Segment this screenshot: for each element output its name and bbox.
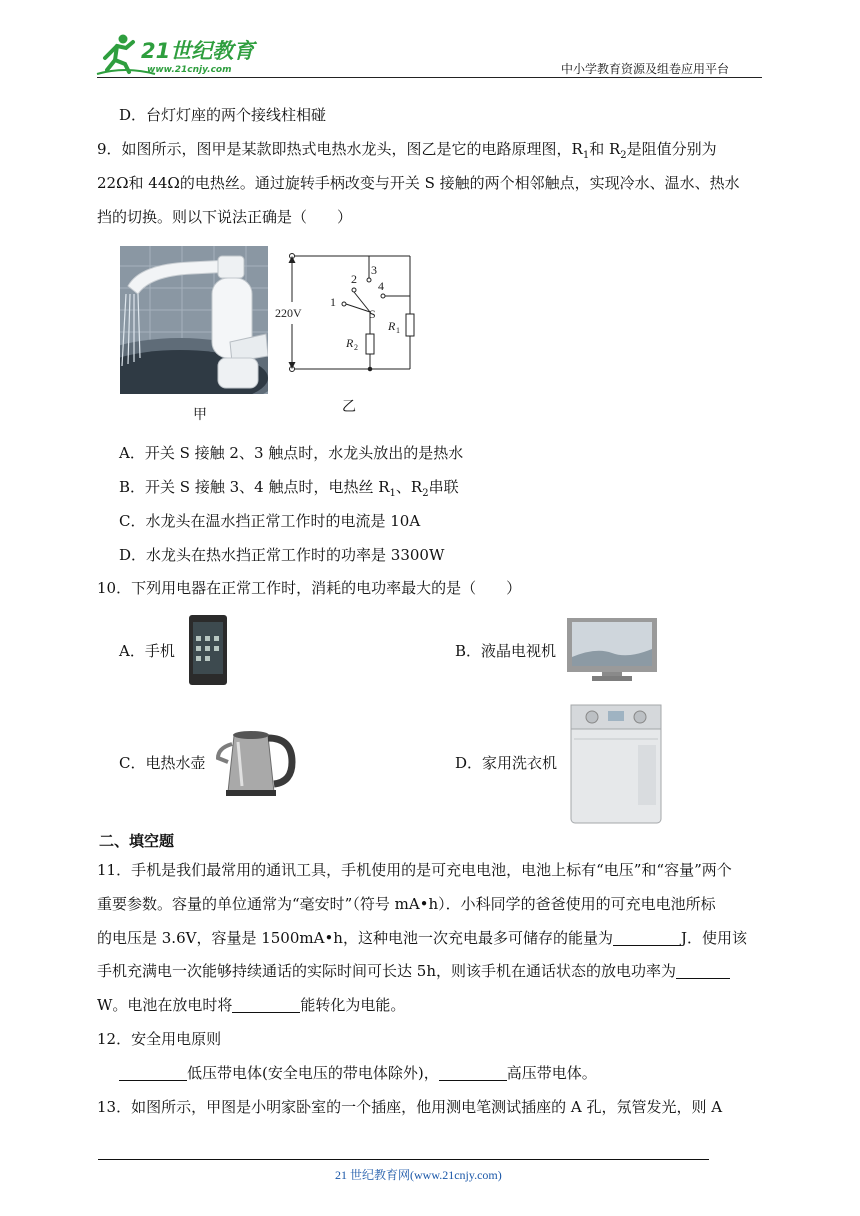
q13-line1: 13．如图所示，甲图是小明家卧室的一个插座，他用测电笔测试插座的 A 孔，氖管发光，则 A [97,1098,723,1116]
q10-option-d: D．家用洗衣机 [455,754,558,772]
footer-text[interactable]: 21 世纪教育网(www.21cnjy.com) [335,1168,502,1182]
switch-s-label: S [369,307,376,321]
q10-stem: 10．下列用电器在正常工作时，消耗的电功率最大的是（ ） [97,579,522,597]
contact-3-label: 3 [371,263,377,277]
q11-blank-1[interactable] [613,929,681,946]
q11-line3: 的电压是 3.6V，容量是 1500mA•h，这种电池一次充电最多可储存的能量为 J．使用该 [97,929,747,947]
r2-sub: 2 [354,343,358,352]
figure-yi-label: 乙 [342,399,356,415]
q9-option-d: D．水龙头在热水挡正常工作时的功率是 3300W [119,546,445,564]
q9-line2: 22Ω和 44Ω的电热丝。通过旋转手柄改变与开关 S 接触的两个相邻触点，实现冷水、温水、热水 [97,174,740,192]
circuit-diagram [270,246,420,376]
q9-line3: 挡的切换。则以下说法正确是（ ） [97,208,353,226]
contact-4-label: 4 [378,279,384,293]
q11-line5: W。电池在放电时将 能转化为电能。 [97,996,406,1014]
figure-jia-label: 甲 [193,407,207,423]
contact-1-label: 1 [330,295,336,309]
q11-line1: 11．手机是我们最常用的通讯工具，手机使用的是可充电电池，电池上标有“电压”和“容量”两个 [97,861,732,879]
washing-machine-image [568,699,664,825]
q11-blank-3[interactable] [232,996,300,1013]
phone-image [188,614,228,686]
tv-image [566,617,658,683]
header-divider [97,77,762,78]
q11-line2: 重要参数。容量的单位通常为“毫安时”（符号 mA•h）．小科同学的爸爸使用的可充电电池所标 [97,895,716,913]
q9-option-a: A．开关 S 接触 2、3 触点时，水龙头放出的是热水 [119,444,464,462]
contact-2-label: 2 [351,272,357,286]
q9-line1: 9．如图所示，图甲是某款即热式电热水龙头，图乙是它的电路原理图，$R_1$和 $R_2$是阻值分别为 [97,140,717,161]
q12-line2: 低压带电体(安全电压的带电体除外)， 高压带电体。 [119,1063,597,1083]
r1-label: R [388,319,396,333]
site-logo [95,30,265,78]
q10-option-a: A．手机 [119,642,175,660]
faucet-image [120,246,268,394]
r1-sub: 1 [396,326,400,335]
q8-option-d: D．台灯灯座的两个接线柱相碰 [119,106,327,124]
circuit-voltage-label: 220V [275,306,302,320]
section-2-title: 二、填空题 [99,832,175,850]
q11-line4: 手机充满电一次能够持续通话的实际时间可长达 5h，则该手机在通话状态的放电功率为 [97,961,730,981]
q9-option-b: B．开关 S 接触 3、4 触点时，电热丝 $R_1$、$R_2$串联 [119,478,459,499]
q10-option-c: C．电热水壶 [119,754,206,772]
q12-stem: 12．安全用电原则 [97,1030,222,1048]
q10-option-b: B．液晶电视机 [455,642,557,660]
q9-option-c: C．水龙头在温水挡正常工作时的电流是 10A [119,512,421,530]
footer-divider [98,1159,709,1160]
q11-blank-2[interactable] [676,962,730,979]
logo-text: 21世纪教育 [141,39,255,63]
q12-blank-1[interactable] [119,1064,187,1081]
r2-label: R [346,336,354,350]
q12-blank-2[interactable] [439,1064,507,1081]
kettle-image [216,722,296,798]
logo-url: www.21cnjy.com [147,65,232,75]
header-platform-text: 中小学教育资源及组卷应用平台 [561,62,730,76]
